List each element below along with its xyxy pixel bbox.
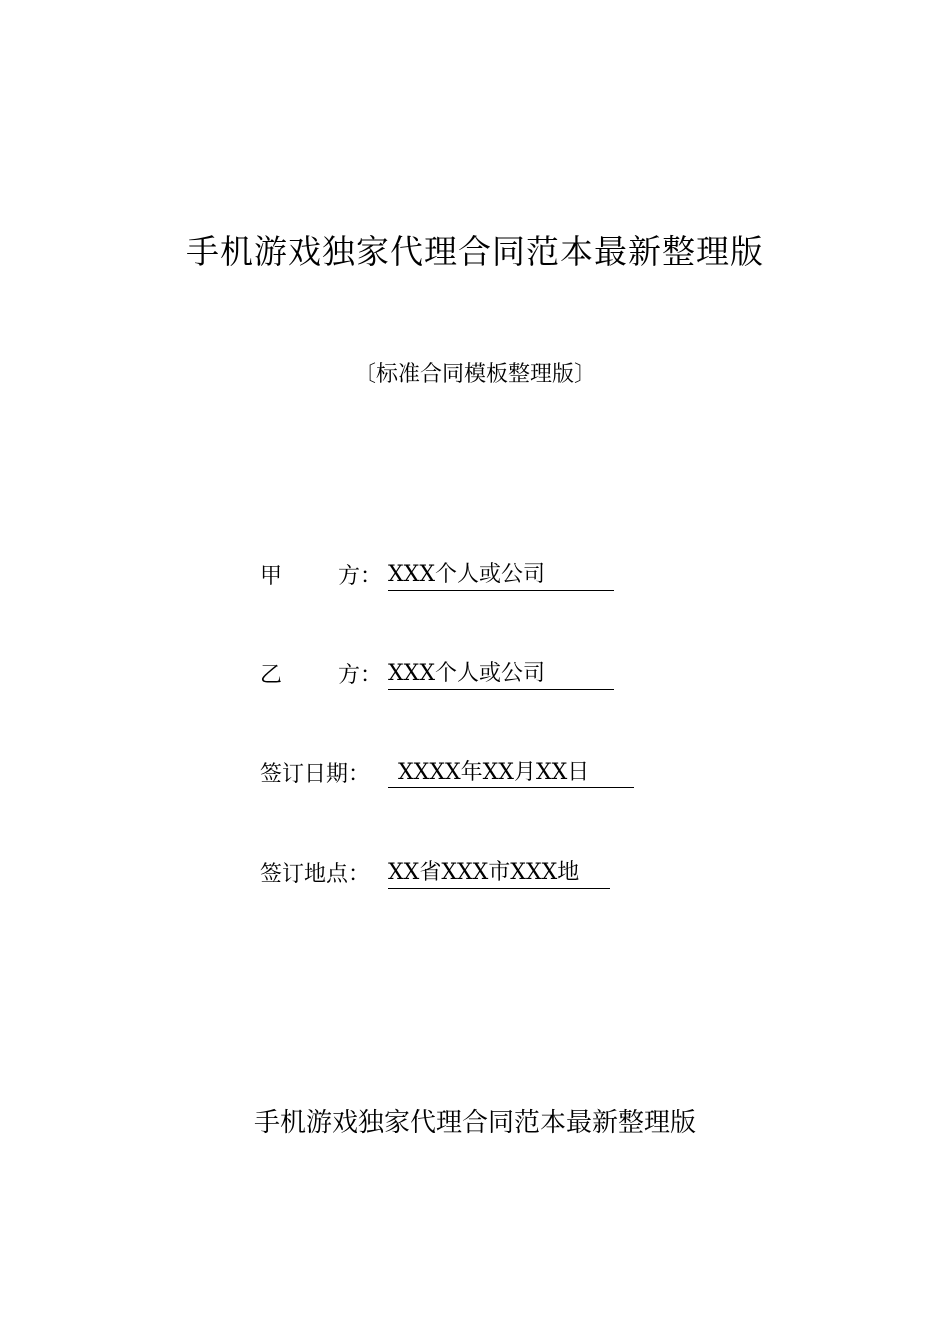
sign-place-field [260,858,610,892]
document-title: 手机游戏独家代理合同范本最新整理版 [186,232,764,271]
sign-date-value: XXXX年XX月XX日 [388,758,634,788]
party-a-value: XXX个人或公司 [388,560,614,591]
party-b-label: 乙 方： [260,663,383,688]
party-b-field [260,659,614,693]
sign-date-label: 签订日期： [260,762,371,787]
party-a-field [260,560,614,594]
party-b-value: XXX个人或公司 [388,659,614,690]
party-a-label: 甲 方： [260,564,383,589]
footer-title: 手机游戏独家代理合同范本最新整理版 [253,1108,696,1138]
sign-place-label: 签订地点： [260,862,371,887]
sign-place-value: XX省XXX市XXX地 [388,858,610,889]
document-subtitle: 〔标准合同模板整理版〕 [353,362,596,387]
sign-date-field [260,758,634,792]
